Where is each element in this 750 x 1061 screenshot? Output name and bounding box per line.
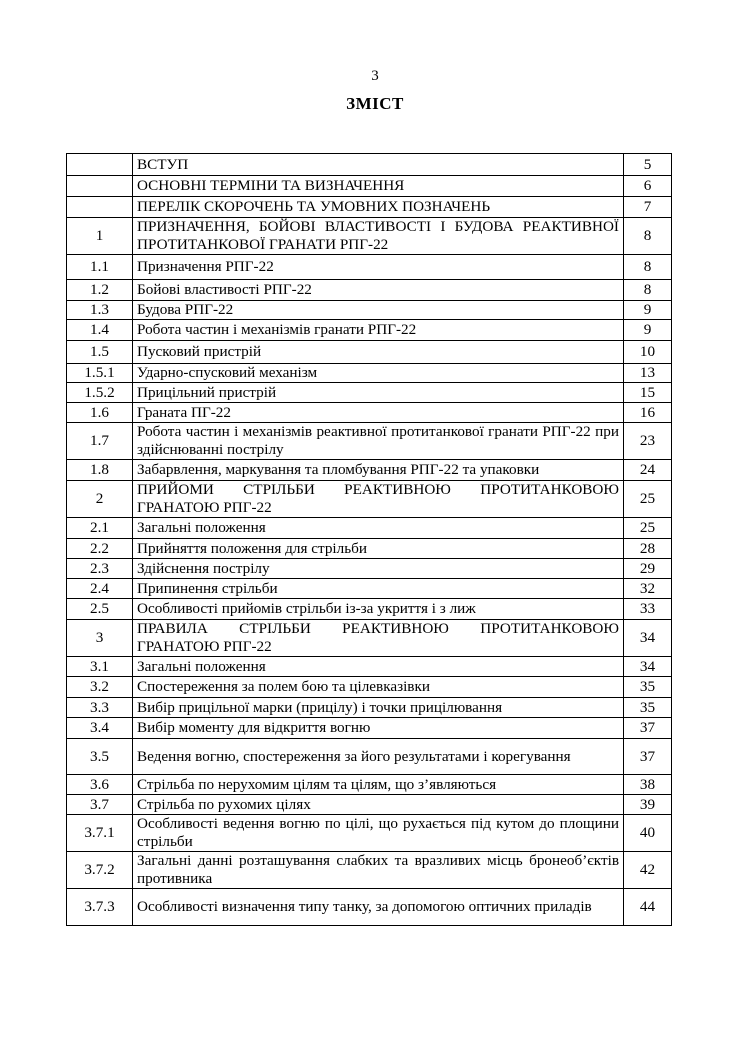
toc-row (67, 280, 672, 301)
toc-row (67, 320, 672, 341)
toc-page-number: 7 (624, 197, 672, 218)
toc-section-title: ПРАВИЛА СТРІЛЬБИ РЕАКТИВНОЮ ПРОТИТАНКОВОЮ ГРАНАТОЮ РПГ-22 (133, 620, 624, 657)
toc-page-number: 35 (624, 677, 672, 698)
toc-section-number (67, 197, 133, 218)
toc-section-number: 1 (67, 218, 133, 255)
toc-section-number: 1.1 (67, 255, 133, 280)
toc-section-title: Ударно-спусковий механізм (133, 364, 624, 383)
toc-section-number (67, 176, 133, 197)
toc-section-title: Робота частин і механізмів реактивної протитанкової гранати РПГ-22 при здійснюванні пострілу (133, 423, 624, 460)
toc-page-number: 8 (624, 280, 672, 301)
toc-section-title: Граната ПГ-22 (133, 403, 624, 423)
toc-section-title: Загальні положення (133, 657, 624, 677)
toc-section-title: ПРИЗНАЧЕННЯ, БОЙОВІ ВЛАСТИВОСТІ І БУДОВА РЕАКТИВНОЇ ПРОТИТАНКОВОЇ ГРАНАТИ РПГ-22 (133, 218, 624, 255)
toc-page-number: 6 (624, 176, 672, 197)
toc-section-title: Бойові властивості РПГ-22 (133, 280, 624, 301)
toc-section-number: 1.4 (67, 320, 133, 341)
toc-section-number: 2.4 (67, 579, 133, 599)
toc-section-title: Особливості прийомів стрільби із-за укриття і з лиж (133, 599, 624, 620)
toc-page-number: 24 (624, 460, 672, 481)
toc-row (67, 341, 672, 364)
toc-row (67, 383, 672, 403)
toc-section-title: Вибір прицільної марки (прицілу) і точки прицілювання (133, 698, 624, 718)
toc-section-number: 2 (67, 481, 133, 518)
toc-page-number: 16 (624, 403, 672, 423)
toc-section-title: Особливості визначення типу танку, за допомогою оптичних приладів (133, 889, 624, 926)
toc-section-number (67, 154, 133, 176)
toc-row (67, 423, 672, 460)
toc-section-number: 3.5 (67, 739, 133, 775)
toc-page-number: 37 (624, 718, 672, 739)
toc-row (67, 403, 672, 423)
toc-section-title: Прийняття положення для стрільби (133, 539, 624, 559)
toc-section-number: 3.7 (67, 795, 133, 815)
toc-row (67, 718, 672, 739)
toc-section-title: Особливості ведення вогню по цілі, що рухається під кутом до площини стрільби (133, 815, 624, 852)
toc-page-number: 37 (624, 739, 672, 775)
toc-page-number: 15 (624, 383, 672, 403)
toc-row (67, 889, 672, 926)
toc-section-number: 2.1 (67, 518, 133, 539)
toc-row (67, 775, 672, 795)
toc-page-number: 28 (624, 539, 672, 559)
toc-page-number: 9 (624, 320, 672, 341)
toc-section-number: 1.8 (67, 460, 133, 481)
table-of-contents (66, 153, 672, 926)
toc-page-number: 8 (624, 218, 672, 255)
toc-row (67, 657, 672, 677)
toc-row (67, 518, 672, 539)
toc-section-number: 3.7.2 (67, 852, 133, 889)
toc-section-title: Припинення стрільби (133, 579, 624, 599)
toc-section-number: 3 (67, 620, 133, 657)
toc-section-title: Здійснення пострілу (133, 559, 624, 579)
toc-page-number: 42 (624, 852, 672, 889)
toc-section-title: Стрільба по рухомих цілях (133, 795, 624, 815)
toc-page-number: 9 (624, 301, 672, 320)
page-number: 3 (371, 68, 379, 84)
toc-page-number: 44 (624, 889, 672, 926)
toc-row (67, 301, 672, 320)
toc-section-number: 3.7.1 (67, 815, 133, 852)
toc-section-number: 3.7.3 (67, 889, 133, 926)
toc-section-number: 1.5 (67, 341, 133, 364)
toc-section-title: Вибір моменту для відкриття вогню (133, 718, 624, 739)
toc-row (67, 815, 672, 852)
toc-page-number: 33 (624, 599, 672, 620)
toc-section-title: Загальні положення (133, 518, 624, 539)
toc-section-title: Прицільний пристрій (133, 383, 624, 403)
toc-page-number: 29 (624, 559, 672, 579)
toc-row (67, 255, 672, 280)
toc-section-number: 2.2 (67, 539, 133, 559)
toc-section-number: 1.5.2 (67, 383, 133, 403)
toc-section-title: ОСНОВНІ ТЕРМІНИ ТА ВИЗНАЧЕННЯ (133, 176, 624, 197)
toc-section-title: Ведення вогню, спостереження за його результатами і корегування (133, 739, 624, 775)
toc-row (67, 364, 672, 383)
toc-row (67, 852, 672, 889)
toc-page-number: 10 (624, 341, 672, 364)
toc-section-number: 2.3 (67, 559, 133, 579)
toc-row (67, 620, 672, 657)
toc-row (67, 579, 672, 599)
toc-section-number: 3.1 (67, 657, 133, 677)
toc-section-title: Забарвлення, маркування та пломбування РПГ-22 та упаковки (133, 460, 624, 481)
toc-section-title: ВСТУП (133, 154, 624, 176)
toc-section-title: ПЕРЕЛІК СКОРОЧЕНЬ ТА УМОВНИХ ПОЗНАЧЕНЬ (133, 197, 624, 218)
toc-page-number: 34 (624, 620, 672, 657)
toc-page-number: 23 (624, 423, 672, 460)
toc-row (67, 218, 672, 255)
toc-section-title: Будова РПГ-22 (133, 301, 624, 320)
toc-section-title: Призначення РПГ-22 (133, 255, 624, 280)
page-title: ЗМІСТ (346, 94, 404, 113)
toc-section-number: 3.4 (67, 718, 133, 739)
toc-section-title: ПРИЙОМИ СТРІЛЬБИ РЕАКТИВНОЮ ПРОТИТАНКОВОЮ ГРАНАТОЮ РПГ-22 (133, 481, 624, 518)
toc-section-number: 2.5 (67, 599, 133, 620)
toc-row (67, 599, 672, 620)
toc-section-number: 1.3 (67, 301, 133, 320)
toc-row (67, 197, 672, 218)
toc-page-number: 34 (624, 657, 672, 677)
toc-page-number: 32 (624, 579, 672, 599)
toc-row (67, 154, 672, 176)
toc-row (67, 176, 672, 197)
toc-page-number: 13 (624, 364, 672, 383)
toc-page-number: 38 (624, 775, 672, 795)
toc-page-number: 25 (624, 481, 672, 518)
toc-section-title: Робота частин і механізмів гранати РПГ-22 (133, 320, 624, 341)
toc-row (67, 677, 672, 698)
toc-section-title: Стрільба по нерухомим цілям та цілям, що з’являються (133, 775, 624, 795)
toc-page-number: 8 (624, 255, 672, 280)
toc-section-number: 3.2 (67, 677, 133, 698)
toc-row (67, 739, 672, 775)
toc-page-number: 5 (624, 154, 672, 176)
toc-row (67, 698, 672, 718)
toc-section-number: 3.6 (67, 775, 133, 795)
toc-row (67, 481, 672, 518)
toc-row (67, 559, 672, 579)
toc-row (67, 460, 672, 481)
toc-section-title: Загальні данні розташування слабких та вразливих місць бронеоб’єктів противника (133, 852, 624, 889)
toc-section-number: 1.6 (67, 403, 133, 423)
toc-section-title: Спостереження за полем бою та цілевказівки (133, 677, 624, 698)
toc-section-number: 1.5.1 (67, 364, 133, 383)
toc-section-number: 3.3 (67, 698, 133, 718)
toc-section-title: Пусковий пристрій (133, 341, 624, 364)
toc-row (67, 795, 672, 815)
toc-section-number: 1.7 (67, 423, 133, 460)
toc-page-number: 35 (624, 698, 672, 718)
toc-page-number: 25 (624, 518, 672, 539)
toc-section-number: 1.2 (67, 280, 133, 301)
toc-body (67, 154, 672, 926)
toc-row (67, 539, 672, 559)
toc-page-number: 40 (624, 815, 672, 852)
toc-page-number: 39 (624, 795, 672, 815)
